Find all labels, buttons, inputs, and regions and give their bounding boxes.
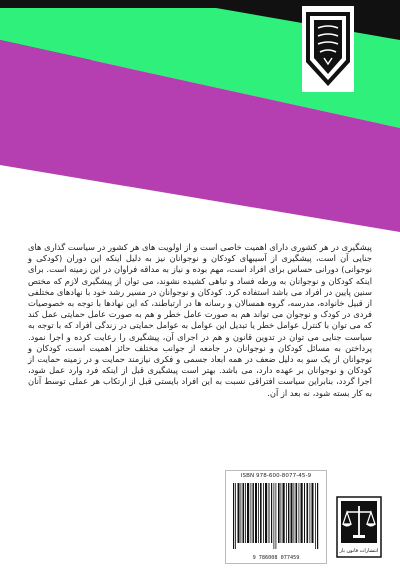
isbn-label: ISBN 978-600-8077-45-9 [240,473,312,479]
publisher-name: انتشارات قانون یار [339,548,379,554]
scales-of-justice-icon [336,496,382,558]
barcode-bars [232,483,320,549]
back-cover-text: پیشگیری در هر کشوری دارای اهمیت خاصی است و از اولویت های هر کشور در سیاست گذاری های جنایی آن است، پیشگیری از آسیبهای کودکان و نوجوانان نیز به دلیل اینکه این دوران (کودکی و نوجوانی) دورانی حساس برای افراد است، مهم بوده و نیاز به مداقه فراوان در این زمینه است. برای اینکه کودکان و نوجوانان به ورطه فساد و تباهی کشیده نشوند، می توان از پیشگیری لازم که مختص سنین پایین در افراد می باشد استفاده کرد. کودکان و نوجوانان در مسیر رشد خود با نهادهای مختلفی از قبیل خانواده، مدرسه، گروه همسالان و رسانه ها در ارتباطند، که این نهادها با توجه به خصوصیات فردی در کودک و نوجوان می تواند هم به صورت عامل خطر و هم به صورت عامل حمایتی عمل کند که می توان با کنترل عوامل خطر یا تبدیل این عوامل به عوامل حمایتی در زندگی افراد که با توجه به سیاست جنایی می توان در تدوین قانون و هم در اجرای آن، پیشگیری را رعایت کرده و اجرا نمود. پرداختن به مسائل کودکان و نوجوانان در جامعه از جوانب مختلف حائز اهمیت است، کودکان و نوجوانان از یک سو به دلیل ضعف در همه ابعاد جسمی و فکری نیازمند حمایت و در زمینه حمایت از کودکان و نوجوانان بر عهده دارد، می باشد. بهتر است پیشگیری قبل از اینکه فرد وارد عمل شود، اجرا گردد، بنابراین سیاست افتراقی نسبت به این افراد بایستی قبل از ارتکاب هر عملی توسط آنان به کار بسته شود، نه بعد از آن. [28,242,372,398]
barcode-number: 9 786008 077459 [252,555,300,561]
barcode [225,470,327,564]
book-emblem-icon [300,6,356,92]
